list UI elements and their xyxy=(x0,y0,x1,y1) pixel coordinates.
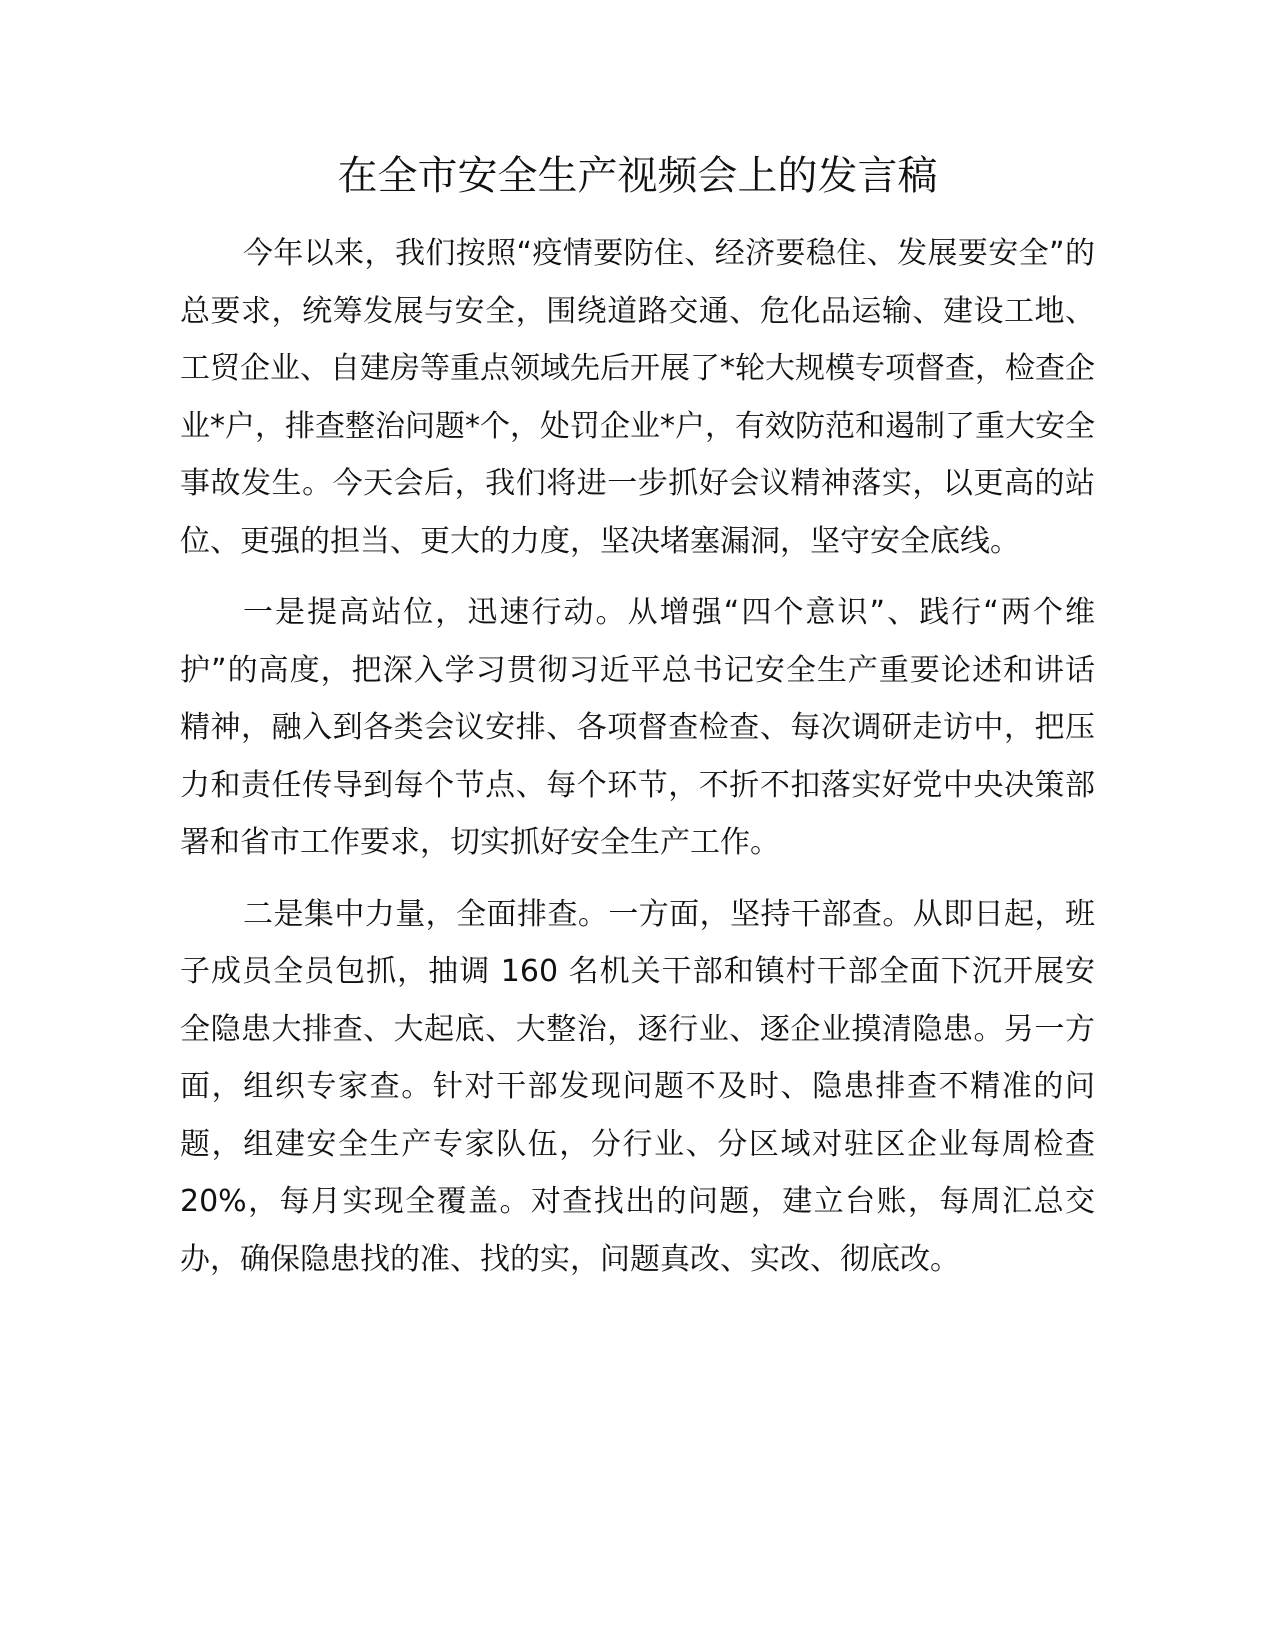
paragraph-point-one: 一是提高站位，迅速行动。从增强“四个意识”、践行“两个维护”的高度，把深入学习贯彻习近平总书记安全生产重要论述和讲话精神，融入到各类会议安排、各项督查检查、每次调研走访中，把压力和责任传导到每个节点、每个环节，不折不扣落实好党中央决策部署和省市工作要求，切实抓好安全生产工作。 xyxy=(180,595,1095,860)
paragraph-point-two: 二是集中力量，全面排查。一方面，坚持干部查。从即日起，班子成员全员包抓，抽调 160 名机关干部和镇村干部全面下沉开展安全隐患大排查、大起底、大整治，逐行业、逐企业摸清隐患。另一方面，组织专家查。针对干部发现问题不及时、隐患排查不精准的问题，组建安全生产专家队伍，分行业、分区域对驻区企业每周检查 20%，每月实现全覆盖。对查找出的问题，建立台账，每周汇总交办，确保隐患找的准、找的实，问题真改、实改、彻底改。 xyxy=(180,896,1095,1277)
paragraph-intro: 今年以来，我们按照“疫情要防住、经济要稳住、发展要安全”的总要求，统筹发展与安全，围绕道路交通、危化品运输、建设工地、工贸企业、自建房等重点领域先后开展了*轮大规模专项督查，检查企业*户，排查整治问题*个，处罚企业*户，有效防范和遏制了重大安全事故发生。今天会后，我们将进一步抓好会议精神落实，以更高的站位、更强的担当、更大的力度，坚决堵塞漏洞，坚守安全底线。 xyxy=(180,236,1095,559)
document-title: 在全市安全生产视频会上的发言稿 xyxy=(337,153,938,199)
document-body xyxy=(180,225,1095,1302)
